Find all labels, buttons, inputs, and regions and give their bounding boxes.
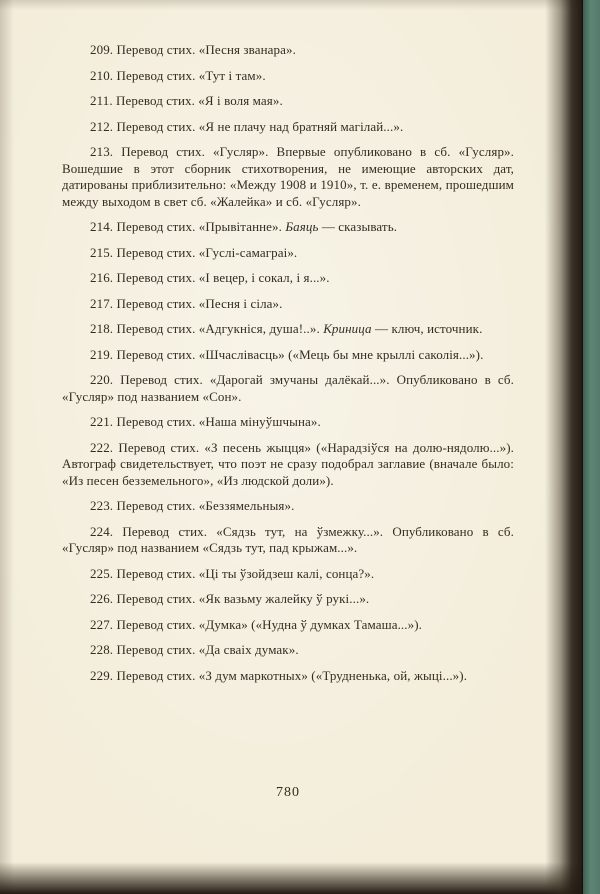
entry-number: 223. xyxy=(90,498,114,513)
note-entry xyxy=(62,440,514,490)
entry-number: 224. xyxy=(90,523,114,539)
entry-text-after: — ключ, источник. xyxy=(371,321,483,336)
note-entry xyxy=(62,245,514,262)
page-top-shadow xyxy=(0,0,600,10)
entry-text: Перевод стих. «Прывітанне». xyxy=(116,219,286,234)
entry-number: 219. xyxy=(90,346,114,362)
entry-text: Перевод стих. «З дум маркотных» («Трудненька, ой, жыці...»). xyxy=(116,667,468,683)
entry-number: 213. xyxy=(90,144,114,159)
note-entry xyxy=(62,42,514,59)
entry-number: 214. xyxy=(90,219,114,234)
note-entry xyxy=(62,668,514,685)
note-entry xyxy=(62,119,514,136)
entry-number: 217. xyxy=(90,295,114,311)
entry-text: Перевод стих. «З песень жыцця» («Нарадзіўся на долю-нядолю...»). Автограф свидетельствует, что поэт не сразу подобрал заглавие (вначале было: «Из песен безземельного», «Из людской доли»). xyxy=(62,439,514,488)
entry-number: 215. xyxy=(90,244,114,260)
note-entry xyxy=(62,566,514,583)
entry-text-after: — сказывать. xyxy=(318,219,398,234)
entry-term: Баяць xyxy=(285,219,319,234)
entry-number: 229. xyxy=(90,667,114,683)
entry-number: 228. xyxy=(90,642,114,657)
entry-number: 225. xyxy=(90,565,114,581)
note-entry xyxy=(62,414,514,431)
entry-number: 220. xyxy=(90,372,114,387)
entry-text: Перевод стих. «І вецер, і сокал, і я...». xyxy=(116,270,330,285)
entry-number: 226. xyxy=(90,591,114,606)
note-entry xyxy=(62,296,514,313)
entry-text: Перевод стих. «Тут і там». xyxy=(116,67,266,83)
entry-number: 221. xyxy=(90,414,114,429)
entry-text: Перевод стих. «Гусляр». Впервые опубликовано в сб. «Гусляр». Вошедшие в этот сборник стихотворения, не имеющие авторских дат, датированы приблизительно: «Между 1908 и 1910», т. е. временем, прошедшим между выходом в свет сб. «Жалейка» и сб. «Гусляр». xyxy=(62,144,514,209)
note-entry xyxy=(62,93,514,110)
entry-text: Перевод стих. «Я не плачу над братняй магілай...». xyxy=(116,118,404,134)
entry-term: Криница xyxy=(323,321,372,336)
book-right-edge-shadow xyxy=(545,0,583,894)
note-entry xyxy=(62,347,514,364)
entry-text: Перевод стих. «Дарогай змучаны далёкай...». Опубликовано в сб. «Гусляр» под названием «Сон». xyxy=(62,372,514,404)
note-entry xyxy=(62,270,514,287)
entry-text: Перевод стих. «Гуслі-самаграі». xyxy=(116,244,298,260)
note-entry xyxy=(62,219,514,236)
entry-number: 216. xyxy=(90,270,114,285)
entry-text: Перевод стих. «Як вазьму жалейку ў рукі...». xyxy=(116,591,370,606)
note-entry xyxy=(62,617,514,634)
entry-text: Перевод стих. «Беззямельныя». xyxy=(116,498,295,513)
entry-number: 227. xyxy=(90,616,114,632)
entry-text: Перевод стих. «Адгукніся, душа!..». xyxy=(116,321,324,336)
entry-number: 222. xyxy=(90,439,114,455)
note-entry xyxy=(62,642,514,659)
entry-number: 218. xyxy=(90,321,114,336)
note-entry xyxy=(62,68,514,85)
entry-number: 209. xyxy=(90,42,114,57)
entry-text: Перевод стих. «Шчаслівасць» («Мець бы мне крыллі саколія...»). xyxy=(116,346,484,362)
entry-text: Перевод стих. «Песня і сіла». xyxy=(116,295,283,311)
page-left-shadow xyxy=(0,0,14,894)
page-number: 780 xyxy=(276,785,300,800)
entry-text: Перевод стих. «Думка» («Нудна ў думках Тамаша...»). xyxy=(116,616,423,632)
note-entry xyxy=(62,524,514,557)
note-entry xyxy=(62,144,514,210)
note-entry xyxy=(62,591,514,608)
entry-number: 211. xyxy=(90,93,113,108)
entry-number: 210. xyxy=(90,67,114,83)
entry-text: Перевод стих. «Наша мінуўшчына». xyxy=(116,414,321,429)
note-entry xyxy=(62,372,514,405)
entry-text: Перевод стих. «Сядзь тут, на ўзмежку...». Опубликовано в сб. «Гусляр» под названием «Сядзь тут, пад крыжам...». xyxy=(62,523,514,555)
entry-text: Перевод стих. «Да сваіх думак». xyxy=(116,642,299,657)
notes-text-block xyxy=(62,42,514,693)
entry-text: Перевод стих. «Песня званара». xyxy=(116,42,296,57)
note-entry xyxy=(62,321,514,338)
book-bottom-edge-shadow xyxy=(0,862,583,894)
entry-text: Перевод стих. «Я і воля мая». xyxy=(116,93,283,108)
note-entry xyxy=(62,498,514,515)
entry-text: Перевод стих. «Ці ты ўзойдзеш калі, сонца?». xyxy=(116,565,375,581)
book-cover-edge xyxy=(582,0,600,894)
entry-number: 212. xyxy=(90,118,114,134)
